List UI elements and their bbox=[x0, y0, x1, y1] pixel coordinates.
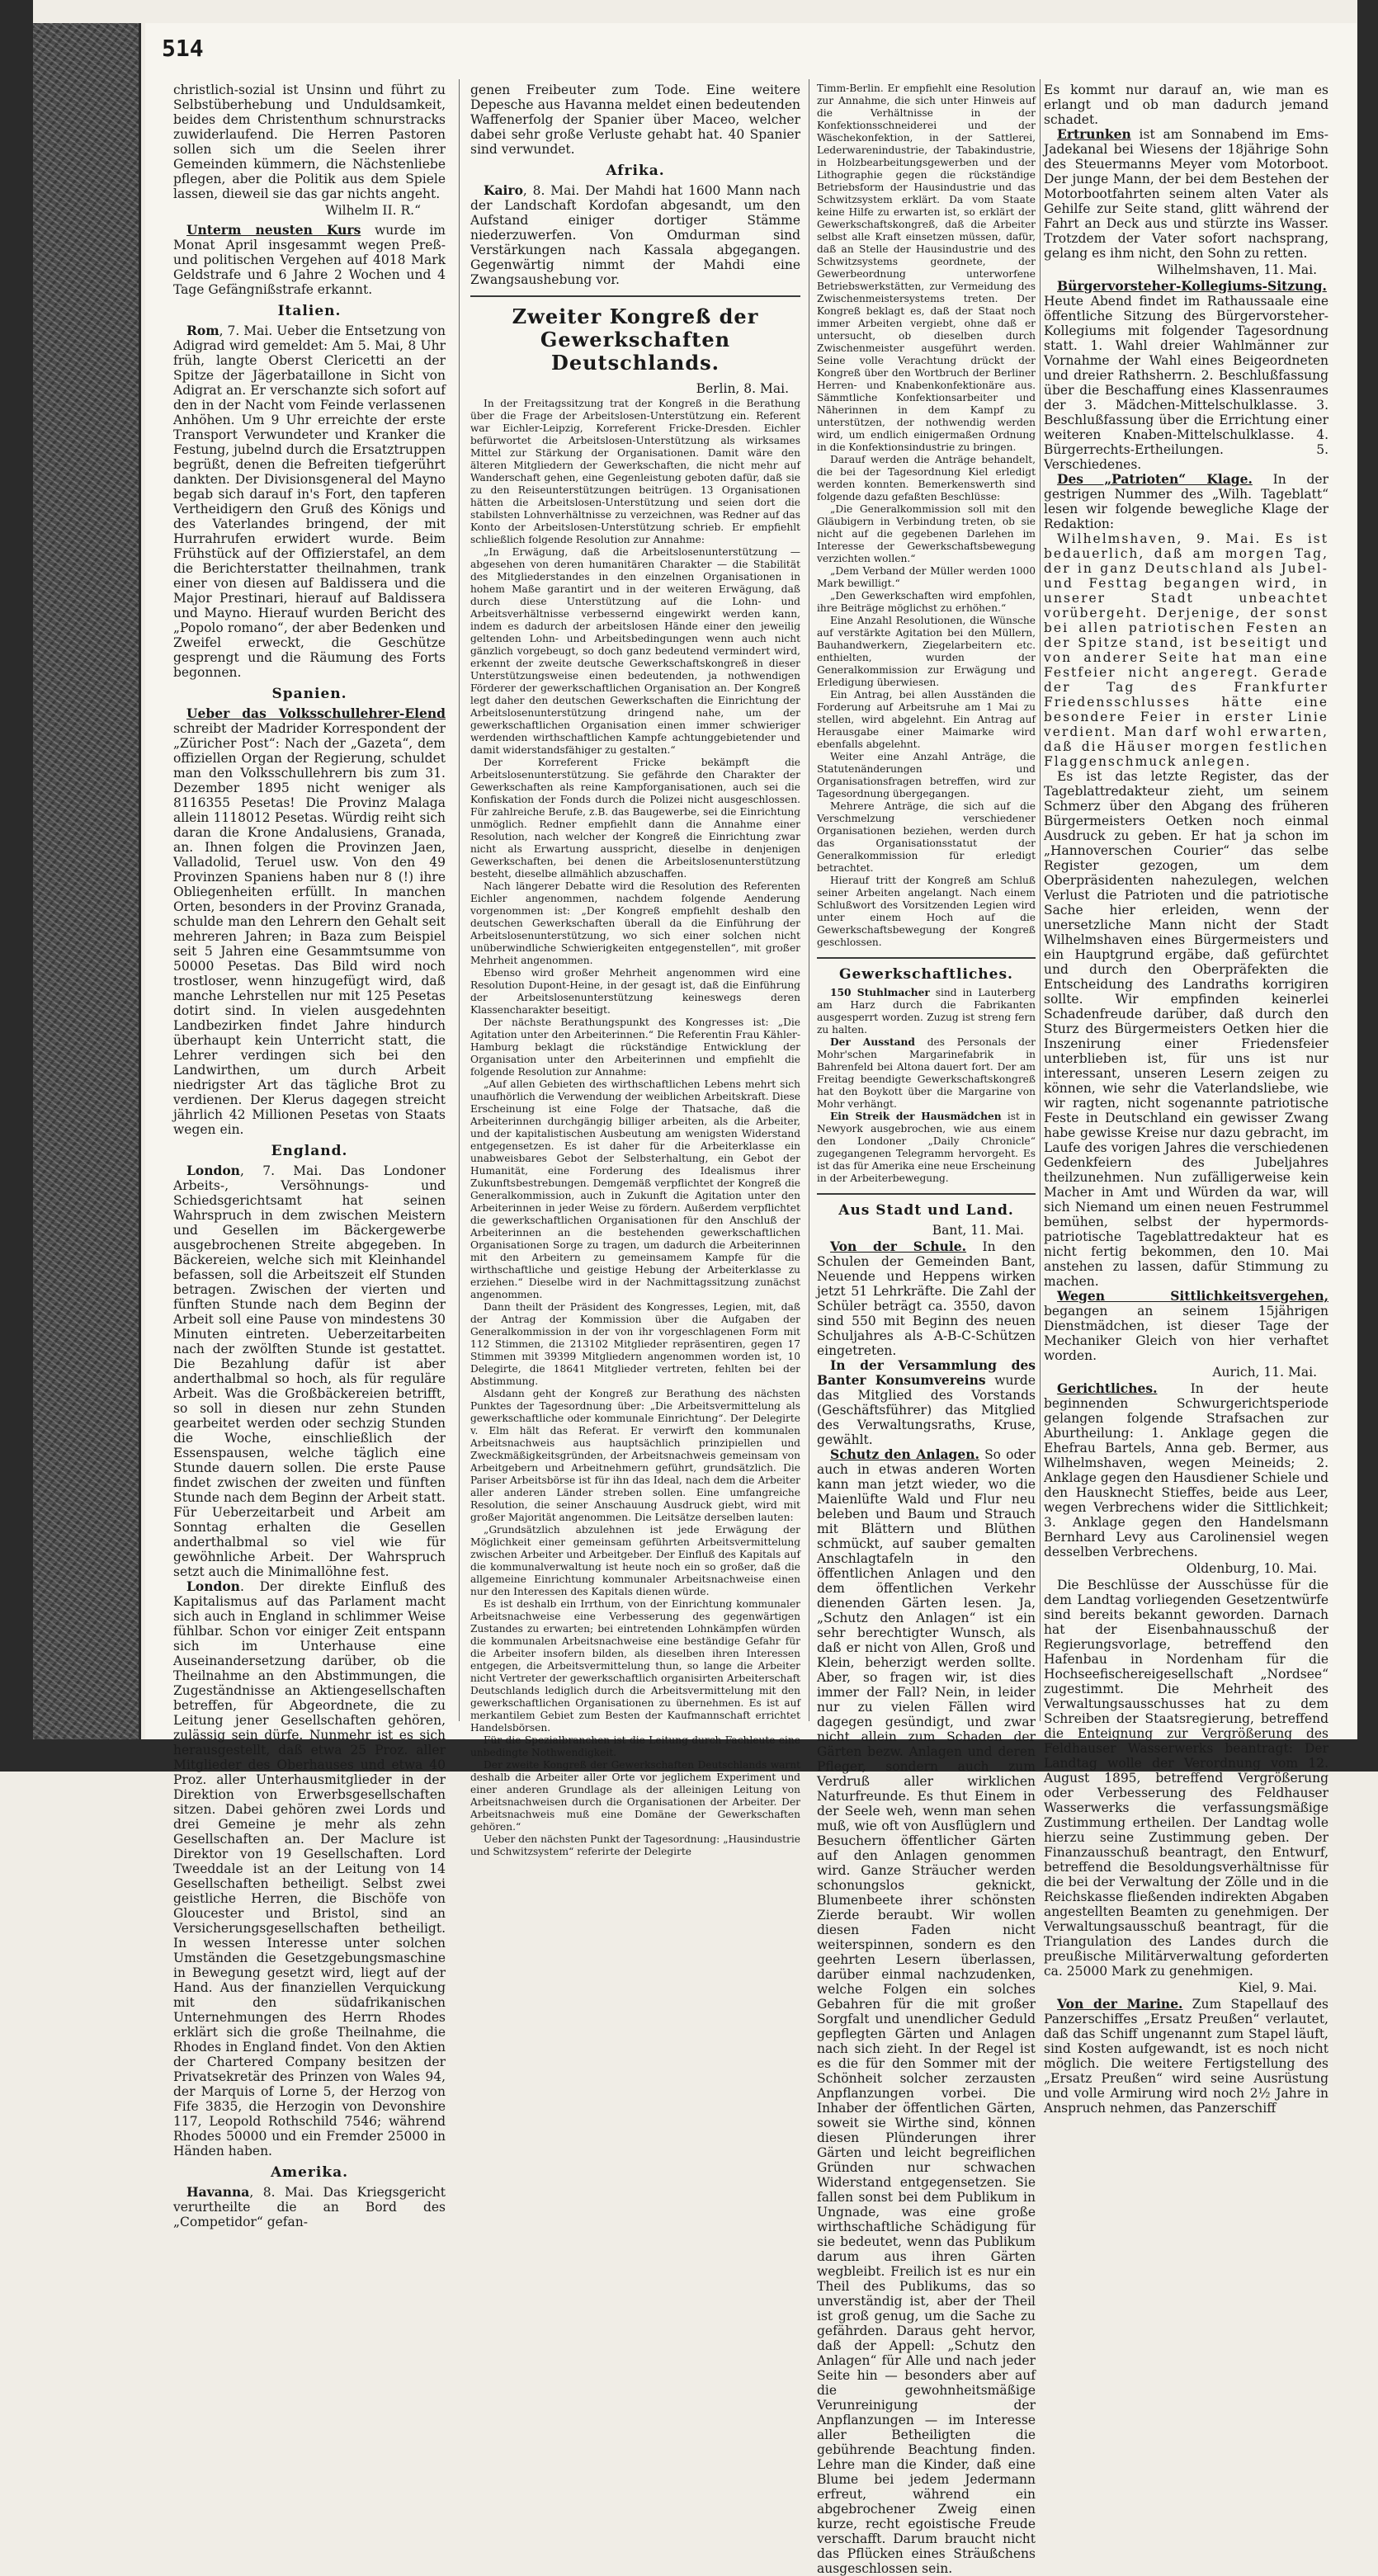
section-heading: Spanien. bbox=[271, 686, 347, 702]
article-text: Ueber den nächsten Punkt der Tagesordnung: „Hausindustrie und Schwitzsystem“ referirte der Delegirte bbox=[470, 1833, 800, 1857]
article-text: London. Der direkte Einfluß des Kapitalismus auf das Parlament macht sich auch in England in schlimmer Weise fühlbar. Schon vor einiger Zeit entspann sich im Unterhause eine Auseinandersetzung darüber, ob die Theilnahme an den Abstimmungen, die Zugeständnisse an Aktiengesellschaften betreffen, für Abgeordnete, die zu Leitung jener Gesellschaften gehören, zulässig sein dürfe. Nunmehr ist es sich herausgestellt, daß etwa 25 Proz. aller Mitglieder des Oberhauses und etwa 40 Proz. aller Unterhausmitglieder in der Direktion von Erwerbsgesellschaften sitzen. Dabei gehören zwei Lords und drei Gemeine je mehr als zehn Gesellschaften an. Der Maclure ist Direktor von 19 Gesellschaften. Lord Tweeddale ist an der Leitung von 14 Gesellschaften betheiligt. Selbst zwei geistliche Herren, die Bischöfe von Gloucester und Bristol, sind an Versicherungsgesellschaften betheiligt. In wessen Interesse unter solchen Umständen die Gesetzgebungsmaschine in Bewegung gesetzt wird, liegt auf der Hand. Aus der finanziellen Verquickung mit den südafrikanischen Unternehmungen des Herrn Rhodes erklärt sich die große Theilnahme, die Rhodes in England findet. Von den Aktien der Chartered Company besitzen der Privatsekretär des Prinzen von Wales 94, der Marquis of Lorne 5, der Herzog von Fife 3835, die Herzogin von Devonshire 117, Leopold Rothschild 7546; während Rhodes 50000 und ein Fremder 25000 in Händen haben. bbox=[173, 1578, 446, 2158]
article-text: Ueber das Volksschullehrer-Elend schreibt der Madrider Korrespondent der „Züricher Post“: Nach der „Gazeta“, dem offiziellen Organ der Regierung, schuldet man den Volksschullehrern bis zum 31. Dezember 1895 nicht weniger als 8116355 Pesetas! Die Provinz Malaga allein 1118012 Pesetas. Würdig reiht sich daran die Krone Andalusiens, Granada, an. Ihnen folgen die Provinzen Jaen, Valladolid, Teruel usw. Von den 49 Provinzen Spaniens haben nur 8 (!) ihre Obliegenheiten erfüllt. In manchen Orten, besonders in der Provinz Granada, schulde man den Lehrern den Gehalt seit mehreren Jahren; in Baza zum Beispiel seit 5 Jahren eine Gesammtsumme von 50000 Pesetas. Das Bild wird noch trostloser, wenn hinzugefügt wird, daß manche Lehrstellen nur mit 125 Pesetas dotirt sind. In vielen ausgedehnten Landbezirken findet Jahre hindurch überhaupt kein Unterricht statt, die Lehrer verdingen sich bei den Landwirthen, um durch Arbeit niedrigster Art das tägliche Brot zu verdienen. Der Klerus dagegen streicht jährlich 42 Millionen Pesetas von Staats wegen ein. bbox=[173, 705, 446, 1137]
article-text: Eine Anzahl Resolutionen, die Wünsche auf verstärkte Agitation bei den Müllern, Bauhandwerkern, Ziegelarbeitern etc. enthielten, wurden der Generalkommission zur Erwägung und Erledigung überwiesen. bbox=[817, 615, 1036, 688]
article-text: Alsdann geht der Kongreß zur Berathung des nächsten Punktes der Tagesordnung über: „Die Arbeitsvermittelung als gewerkschaftliche oder kommunale Einrichtung“. Der Delegirte v. Elm hält das Referat. Er verwirft den kommunalen Arbeitsnachweis aus hauptsächlich prinzipiellen und Zweckmäßigkeitsgründen, der Arbeitsnachweis gemeinsam von Arbeitgebern und Arbeitnehmern geführt, grundsätzlich. Die Pariser Arbeitsbörse ist für ihn das Ideal, nach dem die Arbeiter aller anderen Länder streben sollen. Eine umfangreiche Resolution, die seiner Anschauung Ausdruck giebt, wird mit großer Majorität angenommen. Die Leitsätze derselben lauten: bbox=[470, 1388, 800, 1523]
article-text: Dann theilt der Präsident des Kongresses, Legien, mit, daß der Antrag der Kommission über die Aufgaben der Generalkommission in der von ihr vorgeschlagenen Form mit 112 Stimmen, die 213102 Mitglieder repräsentiren, gegen 17 Stimmen mit 39399 Mitgliedern angenommen worden ist, 10 Delegirte, die 18641 Mitglieder vertreten, fehlten bei der Abstimmung. bbox=[470, 1301, 800, 1387]
article-text: Ertrunken ist am Sonnabend im Ems-Jadekanal bei Wiesens der 18jährige Sohn des Steuermanns Meyer vom Motorboot. Der junge Mann, der bei dem Bestehen der Motorbootfahrten seinem alten Vater als Gehilfe zur Seite stand, glitt während der Fahrt an Deck aus und stürzte ins Wasser. Trotzdem der Vater sofort nachsprang, gelang es ihm nicht, den Sohn zu retten. bbox=[1044, 126, 1328, 261]
dateline: Kiel, 9. Mai. bbox=[1238, 1980, 1317, 1995]
page-edge bbox=[1357, 0, 1378, 1772]
article-text: Unterm neusten Kurs wurde im Monat April insgesammt wegen Preß- und politischen Vergehen auf 4018 Mark Geldstrafe und 6 Jahre 2 Wochen und 4 Tage Gefängnißstrafe erkannt. bbox=[173, 222, 446, 297]
article-text: Rom, 7. Mai. Ueber die Entsetzung von Adigrad wird gemeldet: Am 5. Mai, 8 Uhr früh, langte Oberst Clericetti an der Spitze der Jägerbataillone in Sicht von Adigrat an. Er verschanzte sich sofort auf den in der Nacht vom Feinde verlassenen Anhöhen. Um 9 Uhr erreichte der erste Transport Verwundeter und Kranker die Festung, jubelnd durch die Ersatztruppen begrüßt, denen die Befreiten tiefgerührt dankten. Der Divisionsgeneral del Mayno begab sich darauf in's Fort, den tapferen Vertheidigern den Gruß des Königs und des Vaterlandes bringend, der mit Hurrahrufen erwidert wurde. Beim Frühstück auf der Offizierstafel, an dem die Berichterstatter theilnahmen, trank einer von diesen auf Baldissera und die Major Prestinari, hierauf auf Baldissera und Mayno. Hierauf wurden Bericht des „Popolo romano“, der aber Bedenken und Zweifel erweckt, die Geschütze gesprengt und die Räumung des Forts begonnen. bbox=[173, 323, 446, 680]
section-heading: Aus Stadt und Land. bbox=[838, 1202, 1014, 1219]
article-text: Der nächste Berathungspunkt des Kongresses ist: „Die Agitation unter den Arbeiterinnen.“ Die Referentin Frau Kähler-Hamburg beklagt die rückständige Entwicklung der Organisation unter den Arbeiterinnen und empfiehlt die folgende Resolution zur Annahme: bbox=[470, 1017, 800, 1078]
article-text: „Dem Verband der Müller werden 1000 Mark bewilligt.“ bbox=[817, 565, 1036, 589]
column-rule bbox=[459, 79, 460, 1721]
article-text: Ebenso wird großer Mehrheit angenommen wird eine Resolution Dupont-Heine, in der gesagt ist, daß die Einführung der Arbeitslosenunterstützung keineswegs deren Klassencharakter beseitigt. bbox=[470, 967, 800, 1016]
dateline: Aurich, 11. Mai. bbox=[1212, 1365, 1317, 1380]
article-text: Timm-Berlin. Er empfiehlt eine Resolution zur Annahme, die sich unter Hinweis auf die Verhältnisse in der Konfektionsschneiderei und der Wäschekonfektion, in der Sattlerei, Lederwarenindustrie, der Tabakindustrie, in Holzbearbeitungsgewerben und der Lithographie gegen die rückständige Betriebsform der Hausindustrie und das Schwitzsystem erklärt. Da vom Staate keine Hilfe zu erwarten ist, so erklärt der Gewerkschaftskongreß, daß die Arbeiter selbst alle Kraft einsetzen müssen, dafür, daß an Stelle der Hausindustrie und des Schwitzsystems geordnete, der Gewerbeordnung unterworfene Betriebswerkstätten, zur Vermeidung des Zwischenmeistersystems treten. Der Kongreß beklagt es, daß der Staat noch immer Arbeiten vergiebt, ohne daß er untersucht, ob dieselben durch Zwischenmeister ausgeführt werden. Seine volle Verachtung drückt der Kongreß über den Wortbruch der Berliner Herren- und Knabenkonfektionäre aus. Sämmtliche Konfektionsarbeiter und Näherinnen in dem Kampf zu unterstützen, der nothwendig werden wird, um endlich einigermaßen Ordnung in die Konfektionsindustrie zu bringen. bbox=[817, 83, 1036, 453]
column-1 bbox=[173, 83, 446, 2229]
article-text: Es ist deshalb ein Irrthum, von der Einrichtung kommunaler Arbeitsnachweise eine Verbesserung des gegenwärtigen Zustandes zu erwarten; bei eintretenden Lohnkämpfen würden die kommunalen Arbeitsnachweise eine beständige Gefahr für die Arbeiter insofern bilden, als dieselben ihren Interessen entgegen, die Arbeitsvermittelung thun, so lange die Arbeiter nicht Vertreter der gewerkschaftlich organisirten Arbeiterschaft Deutschlands lediglich durch die Arbeitsvermittelung mit den gewerkschaftlichen Organisationen zu übernehmen. Es ist auf merkantilem Gebiet zum Besten der Kaufmannschaft errichtet Handelsbörsen. bbox=[470, 1598, 800, 1734]
article-text: Von der Schule. In den Schulen der Gemeinden Bant, Neuende und Heppens wirken jetzt 51 Lehrkräfte. Die Zahl der Schüler beträgt ca. 3550, davon sind 550 mit Beginn des neuen Schuljahres als A-B-C-Schützen eingetreten. bbox=[817, 1238, 1036, 1358]
column-4 bbox=[1044, 83, 1328, 2116]
article-text: In der Freitagssitzung trat der Kongreß in die Berathung über die Frage der Arbeitslosen-Unterstützung ein. Referent war Eichler-Leipzig, Korreferent Fricke-Dresden. Eichler befürwortet die Arbeitslosen-Unterstützung als wirksames Mittel zur Stärkung der Organisationen. Damit wäre den älteren Mitgliedern der Gewerkschaften, die nicht mehr auf Wanderschaft gehen, eine Gegenleistung geboten dafür, daß sie zu den Reiseunterstützungen beitrügen. 13 Organisationen hätten die Arbeitslosen-Unterstützung und seien dort die stabilsten Lohnverhältnisse zu verzeichnen, was Redner auf das Konto der Arbeitslosen-Unterstützung schrieb. Er empfiehlt schließlich folgende Resolution zur Annahme: bbox=[470, 398, 800, 545]
signature: Wilhelm II. R.“ bbox=[325, 203, 421, 218]
article-text: Darauf werden die Anträge behandelt, die bei der Tagesordnung Kiel erledigt werden konnten. Bemerkenswerth sind folgende dazu gefaßten Beschlüsse: bbox=[817, 454, 1036, 502]
article-text: 150 Stuhlmacher sind in Lauterberg am Harz durch die Fabrikanten ausgesperrt worden. Zuzug ist streng fern zu halten. bbox=[817, 987, 1036, 1036]
article-text: Schutz den Anlagen. So oder auch in etwas anderen Worten kann man jetzt wieder, wo die Maienlüfte Wald und Flur neu beleben und Baum und Strauch mit Blättern und Blüthen schmückt, auf sauber gemalten Anschlagtafeln in den öffentlichen Anlagen und den dem öffentlichen Verkehr dienenden Gärten lesen. Ja, „Schutz den Anlagen“ ist ein sehr berechtigter Wunsch, als daß er nicht von Allen, Groß und Klein, beherzigt werden sollte. Aber, so fragen wir, ist dies immer der Fall? Nein, in leider nur zu vielen Fällen wird dagegen gesündigt, und zwar nicht allein zum Schaden der Gärten bezw. Anlagen und deren Pfleger, sondern auch zum Verdruß aller wirklichen Naturfreunde. Es thut Einem in der Seele weh, wenn man sehen muß, wie oft von Ausflüglern und Besuchern öffentlicher Gärten auf den Anlagen genommen wird. Ganze Sträucher werden schonungslos geknickt, Blumenbeete ihrer schönsten Zierde beraubt. Wir wollen diesen Faden nicht weiterspinnen, sondern es den geehrten Lesern überlassen, darüber einmal nachzudenken, welche Folgen ein solches Gebahren für die mit großer Sorgfalt und unendlicher Geduld gepflegten Gärten und Anlagen nach sich zieht. In der Regel ist es die für den Sommer mit der Schönheit solcher zerzausten Anpflanzungen vorbei. Die Inhaber der öffentlichen Gärten, soweit sie Wirthe sind, können diesen Plünderungen ihrer Gärten und leicht begreiflichen Gründen nur schwachen Widerstand entgegensetzen. Sie fallen sonst bei dem Publikum in Ungnade, was eine große wirthschaftliche Schädigung für sie bedeutet, wenn das Publikum darum aus ihren Gärten wegbleibt. Freilich ist es nur ein Theil des Publikums, das so unverständig ist, aber der Theil ist groß genug, um die Sache zu gefährden. Daraus geht hervor, daß der Appell: „Schutz den Anlagen“ für Alle und nach jeder Seite hin — besonders aber auf die gewohnheitsmäßige Verunreinigung der Anpflanzungen — im Interesse aller Betheiligten die gebührende Beachtung finden. Lehre man die Kinder, daß eine Blume bei jedem Jedermann erfreut, während ein abgebrochener Zweig einen kurze, recht egoistische Freude verschafft. Darum braucht nicht das Pflücken eines Sträußchens ausgeschlossen sein. bbox=[817, 1446, 1036, 2576]
article-text: Von der Marine. Zum Stapellauf des Panzerschiffes „Ersatz Preußen“ verlautet, daß das Schiff ungenannt zum Stapel läuft, sind Kosten aufgewandt, ist es noch nicht möglich. Die weitere Fertigstellung des „Ersatz Preußen“ wird seine Ausrüstung und volle Armirung wird noch 2½ Jahre in Anspruch nehmen, das Panzerschiff bbox=[1044, 1996, 1328, 2116]
article-body bbox=[470, 398, 800, 1858]
article-text: christlich-sozial ist Unsinn und führt zu Selbstüberhebung und Unduldsamkeit, beides dem Christenthum schnurstracks zuwiderlaufend. Die Herren Pastoren sollen sich um die Seelen ihrer Gemeinden kümmern, die Nächstenliebe pflegen, aber die Politik aus dem Spiele lassen, dieweil sie das gar nichts angeht. bbox=[173, 83, 446, 201]
article-text: „Auf allen Gebieten des wirthschaftlichen Lebens mehrt sich unaufhörlich die Verwendung der weiblichen Arbeitskraft. Diese Erscheinung ist eine Folge der Thatsache, daß die Arbeiterinnen durchgängig billiger arbeiten, als die Arbeiter, und der kapitalistischen Ausbeutung am wenigsten Widerstand entgegensetzen. Es ist daher für die Arbeiterklasse ein unabweisbares Gebot der Selbsterhaltung, ein Gebot der Humanität, eine Forderung des Idealismus ihrer Zukunftsbestrebungen. Demgemäß verpflichtet der Kongreß die Generalkommission, auch in Zukunft die Agitation unter den Arbeiterinnen in jeder Weise zu fördern. Außerdem verpflichtet die gewerkschaftlichen Organisationen für den Anschluß der Arbeiterinnen an die bestehenden gewerkschaftlichen Organisationen Sorge zu tragen, um dadurch die Arbeiterinnen mit den Arbeitern zu gemeinsamem Kampfe für die wirthschaftliche und geistige Hebung der Arbeiterklasse zu erziehen.“ Dieselbe wird in der Nachmittagssitzung zunächst angenommen. bbox=[470, 1078, 800, 1300]
article-text: Ein Streik der Hausmädchen ist in Newyork ausgebrochen, wie aus einem den Londoner „Daily Chronicle“ zugegangenen Telegramm hervorgeht. Es ist das für Amerika eine neue Erscheinung in der Arbeiterbewegung. bbox=[817, 1111, 1036, 1184]
dateline: Berlin, 8. Mai. bbox=[696, 381, 789, 396]
article-text: Für die Spezialbranchen ist die Leitung durch Fachleute eine unbedingte Nothwendigkeit. bbox=[470, 1734, 800, 1758]
article-text: Die Beschlüsse der Ausschüsse für die dem Landtag vorliegenden Gesetzentwürfe sind bereits bekannt geworden. Darnach hat der Eisenbahnausschuß der Regierungsvorlage, betreffend den Hafenbau in Nordenham für die Hochseefischereigesellschaft „Nordsee“ zugestimmt. Die Mehrheit des Verwaltungsausschusses hat zu dem Schreiben der Staatsregierung, betreffend die Enteignung zur Vergrößerung des Feldhauser Wasserwerks beantragt: Der Landtag wolle der Verordnung vom 12. August 1895, betreffend Vergrößerung oder Verbesserung des Feldhauser Wasserwerks die verfassungsmäßige Zustimmung ertheilen. Der Landtag wolle hierzu seine Zustimmung geben. Der Finanzausschuß beantragt, den Entwurf, betreffend die Besoldungsverhältnisse für die bei der Verwaltung der Zölle und in die Reichskasse fließenden indirekten Abgaben angestellten Beamten zu genehmigen. Der Verwaltungsausschuß beantragt, für die Triangulation des Landes durch die preußische Militärverwaltung geforderten ca. 25000 Mark zu genehmigen. bbox=[1044, 1578, 1328, 1979]
article-text: Kairo, 8. Mai. Der Mahdi hat 1600 Mann nach der Landschaft Kordofan abgesandt, um den Aufstand einiger dortiger Stämme niederzuwerfen. Von Omdurman sind Verstärkungen nach Kassala abgegangen. Gegenwärtig nimmt der Mahdi eine Zwangsaushebung vor. bbox=[470, 182, 800, 287]
article-headline: Zweiter Kongreß der Gewerkschaften Deutschlands. bbox=[512, 304, 759, 375]
article-body bbox=[817, 83, 1036, 949]
article-text: Ein Antrag, bei allen Ausständen die Forderung auf Arbeitsruhe am 1 Mai zu stellen, wird abgelehnt. Ein Antrag auf Herausgabe einer Maimarke wird ebenfalls abgelehnt. bbox=[817, 689, 1036, 750]
column-2 bbox=[470, 83, 800, 1857]
quoted-text: Wilhelmshaven, 9. Mai. Es ist bedauerlich, daß am morgen Tag, der in ganz Deutschland als Jubel- und Festtag begangen wird, in unserer Stadt unbeachtet vorübergeht. Derjenige, der sonst bei allen patriotischen Festen an der Spitze stand, ist beseitigt und von anderer Seite hat man eine Festfeier nicht angeregt. Gerade der Tag des Frankfurter Friedensschlusses hätte eine besondere Feier in erster Linie verdient. Man darf wohl erwarten, daß die Häuser morgen festlichen Flaggenschmuck anlegen. bbox=[1044, 531, 1328, 769]
section-heading: Amerika. bbox=[270, 2164, 349, 2181]
dateline: Wilhelmshaven, 11. Mai. bbox=[1157, 262, 1317, 277]
book-binding bbox=[33, 23, 141, 1739]
article-text: Mehrere Anträge, die sich auf die Verschmelzung verschiedener Organisationen beziehen, werden durch das Organisationsstatut der Generalkommission für erledigt betrachtet. bbox=[817, 800, 1036, 874]
article-text: London, 7. Mai. Das Londoner Arbeits-, Versöhnungs- und Schiedsgerichtsamt hat seinen Wahrspruch in dem zwischen Meistern und Gesellen im Bäckergewerbe ausgebrochenen Streite abgegeben. In Bäckereien, welche sich mit Kleinhandel befassen, soll die Arbeitszeit elf Stunden betragen. Zwischen der vierten und fünften Stunde nach dem Beginn der Arbeit soll eine Pause von mindestens 30 Minuten eintreten. Ueberzeitarbeiten nach der zwölften Stunde ist gestattet. Die Bezahlung dafür ist aber anderthalbmal so hoch, als für reguläre Arbeit. Was die Großbäckereien betrifft, so soll in diesen nur zehn Stunden gearbeitet werden oder sechzig Stunden die Woche, einschließlich der Essenspausen, welche täglich eine Stunde dauern sollen. Die erste Pause findet zwischen der zweiten und fünften Stunde nach dem Beginn der Arbeit statt. Für Ueberzeitarbeit und Arbeit am Sonntag erhalten die Gesellen anderthalbmal so viel wie für gewöhnliche Arbeit. Der Wahrspruch setzt auch die Minimallöhne fest. bbox=[173, 1163, 446, 1579]
article-text: Hierauf tritt der Kongreß am Schluß seiner Arbeiten angelangt. Nach einem Schlußwort des Vorsitzenden Legien wird unter einem Hoch auf die Gewerkschaftsbewegung der Kongreß geschlossen. bbox=[817, 875, 1036, 948]
article-text: Havanna, 8. Mai. Das Kriegsgericht verurtheilte die an Bord des „Competidor“ gefan- bbox=[173, 2184, 446, 2229]
column-rule bbox=[1040, 79, 1041, 1721]
article-text: „Den Gewerkschaften wird empfohlen, ihre Beiträge möglichst zu erhöhen.“ bbox=[817, 590, 1036, 614]
article-text: Es kommt nur darauf an, wie man es erlangt und ob man dadurch jemand schadet. bbox=[1044, 83, 1328, 127]
divider bbox=[817, 957, 1036, 959]
article-text: „In Erwägung, daß die Arbeitslosenunterstützung — abgesehen von deren humanitären Charakter — die Stabilität des Mitgliederstandes in den einzelnen Organisationen in hohem Maße garantirt und in der weiteren Erwägung, daß durch diese Unterstützung auf die Lohn- und Arbeitsverhältnisse verbessernd eingewirkt werden kann, indem es dadurch der arbeitslosen Hände einer den jeweilig geltenden Lohn- und Arbeitsbedingungen wenn auch nicht gänzlich vorgebeugt, so doch ganz bedeutend vermindert wird, erkennt der zweite deutsche Gewerkschaftskongreß in dieser Unterstützungsweise einen bedeutenden, ja nothwendigen Förderer der gewerkschaftlichen Organisation an. Der Kongreß legt daher den deutschen Gewerkschaften die Einrichtung der Arbeitslosenunterstützung dringend nahe, um der gewerkschaftlichen Organisation einen immer schwieriger werdenden wirthschaftlichen Kampfe achtunggebietender und damit widerstandsfähiger zu gestalten.“ bbox=[470, 546, 800, 756]
article-text: Nach längerer Debatte wird die Resolution des Referenten Eichler angenommen, nachdem folgende Aenderung vorgenommen ist: „Der Kongreß empfiehlt deshalb den deutschen Gewerkschaften überall da die Einführung der Arbeitslosenunterstützung, wo sich einer solchen nicht unüberwindliche Schwierigkeiten entgegenstellen“, mit großer Mehrheit angenommen. bbox=[470, 880, 800, 966]
article-text: genen Freibeuter zum Tode. Eine weitere Depesche aus Havanna meldet einen bedeutenden Waffenerfolg der Spanier über Maceo, welcher dabei sehr große Verluste gehabt hat. 40 Spanier sind verwundet. bbox=[470, 83, 800, 157]
article-text: Weiter eine Anzahl Anträge, die Statutenänderungen und Organisationsfragen betreffen, wird zur Tagesordnung übergegangen. bbox=[817, 751, 1036, 800]
article-text: „Grundsätzlich abzulehnen ist jede Erwägung der Möglichkeit einer gemeinsam geführten Arbeitsvermittelung zwischen Arbeiter und Arbeitgeber. Der Einfluß des Kapitals auf die kommunalverwaltung ist heute noch ein so großer, daß die allgemeine Einrichtung kommunaler Arbeitsnachweise einen nur den Interessen des Kapitals dienen würde. bbox=[470, 1524, 800, 1597]
page-number: 514 bbox=[162, 35, 204, 62]
article-text: Des „Patrioten“ Klage. In der gestrigen Nummer des „Wilh. Tageblatt“ lesen wir folgende bewegliche Klage der Redaktion: bbox=[1044, 471, 1328, 531]
article-body bbox=[817, 987, 1036, 1185]
section-heading: Afrika. bbox=[606, 163, 665, 179]
article-text: „Die Generalkommission soll mit den Gläubigern in Verbindung treten, ob sie nicht auf die gegebenen Darlehen im Interesse der Gewerkschaftsbewegung verzichten wollen.“ bbox=[817, 503, 1036, 564]
divider bbox=[817, 1193, 1036, 1195]
article-text: Es ist das letzte Register, das der Tageblattredakteur zieht, um seinem Schmerz über den Abgang des früheren Bürgermeisters Oetken noch einmal Ausdruck zu geben. Er hat ja schon im „Hannoverschen Courier“ das selbe Register gezogen, um dem Oberpräsidenten nahezulegen, welchen Verlust die Patrioten und die patriotische Sache hier erleiden, wenn der unersetzliche Mann nicht der Stadt Wilhelmshaven eines Bürgermeisters und ein Hauptgrund ergäbe, daß gefürchtet und durch den Oberpräfekten die Entscheidung des Landraths korrigiren sollte. Wir empfinden keinerlei Schadenfreude darüber, daß durch den Sturz des Bürgermeisters Oetken hier die Inszenirung einer Friedensfeier unterblieben ist, für uns ist nur interessant, unseren Lesern zeigen zu können, wie sehr die Vaterlandsliebe, wie wir ragten, nicht sogenannte patriotische Feste in Deutschland ein gewisser Zwang habe gewisse Kreise nur dazu gebracht, im Laufe des vorigen Jahres die verschiedenen Gedenkfeiern des Jubeljahres theilzunehmen. Nun zufälligerweise kein Macher in Amt und Würden da war, will sich Niemand um einen neuen Festrummel bemühen, selbst der hypermords-patriotische Tageblattredakteur hat es nicht fertig bekommen, den 10. Mai anstehen zu lassen, dafür Stimmung zu machen. bbox=[1044, 769, 1328, 1289]
binding-shadow bbox=[0, 0, 33, 1772]
article-text: Wegen Sittlichkeitsvergehen, begangen an seinem 15jährigen Dienstmädchen, ist dieser Tage der Mechaniker Gleich von hier verhaftet worden. bbox=[1044, 1288, 1328, 1363]
dateline: Bant, 11. Mai. bbox=[932, 1223, 1024, 1238]
section-heading: Gewerkschaftliches. bbox=[839, 966, 1013, 983]
section-heading: England. bbox=[271, 1143, 348, 1159]
article-text: Der Korreferent Fricke bekämpft die Arbeitslosenunterstützung. Sie gefährde den Charakter der Gewerkschaften als reine Kampforganisationen, auch sei die Konfiskation der Fonds durch die Polizei nicht ausgeschlossen. Für zahlreiche Berufe, z.B. das Baugewerbe, sei die Einrichtung unmöglich. Redner empfiehlt dann die Annahme einer Resolution, nach welcher der Kongreß die Einrichtung zwar nicht als Erwartung ausspricht, dieselbe in denjenigen Gewerkschaften, bei denen die Arbeitslosenunterstützung besteht, dieselbe allmählich abzuschaffen. bbox=[470, 757, 800, 880]
divider bbox=[470, 295, 800, 297]
article-text: Gerichtliches. In der heute beginnenden Schwurgerichtsperiode gelangen folgende Strafsachen zur Aburtheilung: 1. Anklage gegen die Ehefrau Bartels, Anna geb. Bermer, aus Wilhelmshaven, wegen Meineids; 2. Anklage gegen den Hausdiener Schiele und den Hausknecht Stieffes, beide aus Leer, wegen Verbrechens wider die Sittlichkeit; 3. Anklage gegen den Handelsmann Bernhard Levy aus Carolinensiel wegen desselben Verbrechens. bbox=[1044, 1380, 1328, 1559]
article-text: Der Ausstand des Personals der Mohr'schen Margarinefabrik in Bahrenfeld bei Altona dauert fort. Der am Freitag beendigte Gewerkschaftskongreß hat den Boykott über die Margarine von Mohr verhängt. bbox=[817, 1036, 1036, 1110]
column-3 bbox=[817, 83, 1036, 2576]
section-heading: Italien. bbox=[277, 303, 342, 319]
dateline: Oldenburg, 10. Mai. bbox=[1186, 1561, 1317, 1576]
article-text: In der Versammlung des Banter Konsumvereins wurde das Mitglied des Vorstands (Geschäftsführer) das Mitglied des Verwaltungsraths, Kruse, gewählt. bbox=[817, 1357, 1036, 1447]
article-text: Der zweite Kongreß der Gewerkschaften Deutschlands warnt deshalb die Arbeiter aller Orte vor jeglichem Experiment und einer anderen Grundlage als der alleinigen Leitung von Arbeitsnachweisen durch die Organisationen der Arbeiter. Der Arbeitsnachweis muß eine Domäne der Gewerkschaften gehören.“ bbox=[470, 1759, 800, 1833]
article-text: Bürgervorsteher-Kollegiums-Sitzung. Heute Abend findet im Rathaussaale eine öffentliche Sitzung des Bürgervorsteher-Kollegiums mit folgender Tagesordnung statt. 1. Wahl dreier Wahlmänner zur Vornahme der Wahl eines Beigeordneten und dreier Rathsherrn. 2. Beschlußfassung über die Beschaffung eines Klassenraumes der 3. Mädchen-Mittelschulklasse. 3. Beschlußfassung über die Errichtung einer weiteren Knaben-Mittelschulklasse. 4. Bürgerrechts-Ertheilungen. 5. Verschiedenes. bbox=[1044, 278, 1328, 472]
